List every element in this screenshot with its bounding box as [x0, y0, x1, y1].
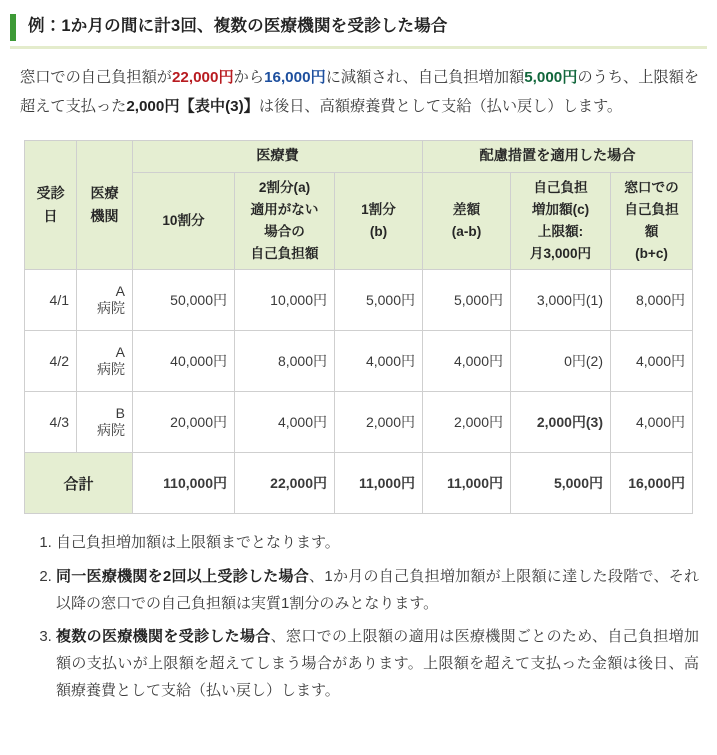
- th-difference: [423, 173, 511, 270]
- list-item: [56, 624, 699, 704]
- cell-total-one-percent: 11,000円: [335, 453, 423, 514]
- cell-difference: 2,000円: [423, 392, 511, 453]
- list-item: [56, 530, 699, 557]
- cell-increase: 2,000円(3): [511, 392, 611, 453]
- table-head: [25, 141, 693, 270]
- th-two-percent-line2: 適用がない: [250, 202, 319, 218]
- cell-institution: [77, 270, 133, 331]
- page-header: [10, 8, 707, 49]
- table-header-row-groups: [25, 141, 693, 173]
- cell-increase: 3,000円(1): [511, 270, 611, 331]
- cell-window-payment: 4,000円: [611, 331, 693, 392]
- header-accent-bar: [10, 14, 16, 41]
- table-body: [25, 270, 693, 514]
- intro-amount-after: 16,000円: [264, 68, 326, 86]
- intro-amount-before: 22,000円: [171, 68, 234, 86]
- cell-two-percent: 8,000円: [235, 331, 335, 392]
- th-window-line3: (b+c): [635, 246, 668, 262]
- cell-ten-percent: 40,000円: [133, 331, 235, 392]
- intro-segment-5: は後日、高額療養費として支給（払い戻し）します。: [258, 98, 623, 116]
- note-text: 、1か月の自己負担増加額が上限額に達した段階で、それ以降の窓口での自己負担額は実質1割分のみとなります。: [56, 567, 699, 612]
- th-group-care-measure: 配慮措置を適用した場合: [423, 141, 693, 173]
- th-date: 受診日: [25, 141, 77, 270]
- th-window-payment: [611, 173, 693, 270]
- th-difference-line2: (a-b): [451, 224, 482, 240]
- note-lead: 同一医療機関を2回以上受診した場合: [56, 567, 310, 585]
- th-ten-percent: 10割分: [133, 173, 235, 270]
- th-institution: 医療機関: [77, 141, 133, 270]
- cell-total-ten-percent: 110,000円: [133, 453, 235, 514]
- cell-two-percent: 4,000円: [235, 392, 335, 453]
- cell-ten-percent: 20,000円: [133, 392, 235, 453]
- table-row: [25, 270, 693, 331]
- cell-total-two-percent: 22,000円: [235, 453, 335, 514]
- table-row: [25, 331, 693, 392]
- th-increase-line3: 上限額:: [537, 224, 584, 240]
- cell-institution-line1: A: [115, 343, 125, 360]
- th-increase: [511, 173, 611, 270]
- th-increase-line4: 月3,000円: [529, 246, 592, 262]
- fee-table-container: [24, 140, 692, 514]
- cell-institution: [77, 331, 133, 392]
- cell-two-percent: 10,000円: [235, 270, 335, 331]
- cell-window-payment: 8,000円: [611, 270, 693, 331]
- note-lead: 複数の医療機関を受診した場合: [56, 628, 271, 646]
- intro-segment-2: から: [233, 68, 265, 86]
- cell-increase: 0円(2): [511, 331, 611, 392]
- cell-institution-line2: 病院: [97, 300, 125, 317]
- th-group-medical: 医療費: [133, 141, 423, 173]
- fee-table: [24, 140, 693, 514]
- th-two-percent-line3: 場合の: [264, 224, 305, 240]
- list-item: [56, 564, 699, 617]
- th-window-line2: 自己負担額: [624, 202, 679, 240]
- intro-amount-increase: 5,000円: [524, 68, 578, 86]
- notes-list: [34, 530, 699, 704]
- note-text: 、窓口での上限額の適用は医療機関ごとのため、自己負担増加額の支払いが上限額を超えてしまう場合があります。上限額を超えて支払った金額は後日、高額療養費として支給（払い戻し）します。: [56, 628, 699, 699]
- table-row: [25, 392, 693, 453]
- intro-segment-1: 窓口での自己負担額が: [20, 68, 172, 86]
- cell-institution-line2: 病院: [97, 361, 125, 378]
- cell-total-label: 合計: [25, 453, 133, 514]
- cell-date: 4/2: [25, 331, 77, 392]
- cell-institution-line1: B: [115, 404, 125, 421]
- intro-amount-over: 2,000円【表中(3)】: [126, 98, 259, 116]
- cell-one-percent: 4,000円: [335, 331, 423, 392]
- cell-institution: [77, 392, 133, 453]
- cell-window-payment: 4,000円: [611, 392, 693, 453]
- cell-ten-percent: 50,000円: [133, 270, 235, 331]
- cell-total-window-payment: 16,000円: [611, 453, 693, 514]
- th-two-percent: [235, 173, 335, 270]
- th-one-percent-line1: 1割分: [361, 202, 396, 218]
- intro-segment-3: に減額され、自己負担増加額: [325, 68, 525, 86]
- table-total-row: [25, 453, 693, 514]
- th-one-percent-line2: (b): [369, 224, 388, 240]
- intro-paragraph: [20, 63, 699, 122]
- cell-difference: 4,000円: [423, 331, 511, 392]
- th-two-percent-line4: 自己負担額: [250, 246, 319, 262]
- note-text: 自己負担増加額は上限額までとなります。: [56, 534, 340, 552]
- cell-total-increase: 5,000円: [511, 453, 611, 514]
- cell-one-percent: 2,000円: [335, 392, 423, 453]
- cell-date: 4/1: [25, 270, 77, 331]
- cell-institution-line2: 病院: [97, 422, 125, 439]
- page-title: 例：1か月の間に計3回、複数の医療機関を受診した場合: [28, 17, 448, 35]
- th-one-percent: [335, 173, 423, 270]
- cell-institution-line1: A: [115, 282, 125, 299]
- cell-total-difference: 11,000円: [423, 453, 511, 514]
- cell-one-percent: 5,000円: [335, 270, 423, 331]
- intro-segment-4: のうち、上限額を超えて支払った: [20, 68, 700, 116]
- th-increase-line2: 増加額(c): [531, 202, 590, 218]
- th-difference-line1: 差額: [452, 202, 481, 218]
- th-window-line1: 窓口での: [624, 180, 679, 196]
- cell-difference: 5,000円: [423, 270, 511, 331]
- th-increase-line1: 自己負担: [533, 180, 588, 196]
- th-two-percent-line1: 2割分(a): [258, 180, 311, 196]
- cell-date: 4/3: [25, 392, 77, 453]
